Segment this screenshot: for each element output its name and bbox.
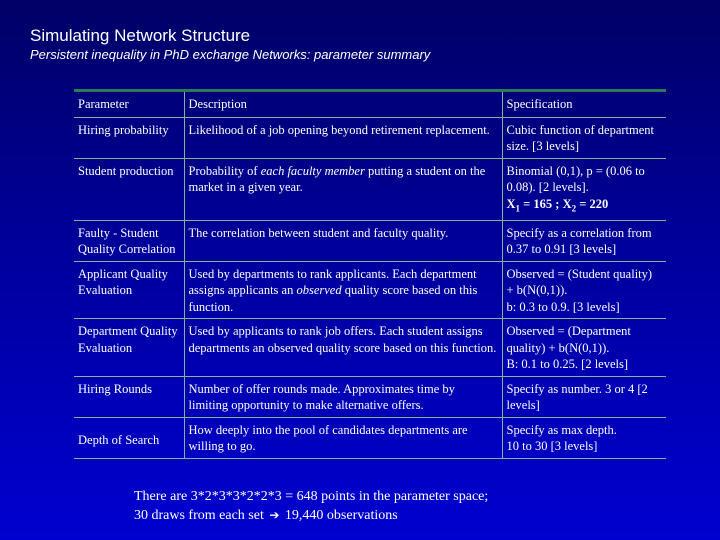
- desc-emphasis: observed: [296, 283, 342, 297]
- spec-cell: [502, 417, 666, 458]
- desc-cell: [184, 158, 502, 220]
- header-parameter: Parameter: [74, 91, 184, 118]
- param-cell: Student production: [74, 158, 184, 220]
- spec-cell: Specify as a correlation from 0.37 to 0.91 [3 levels]: [502, 220, 666, 261]
- spec-text: Binomial (0,1), p = (0.06 to 0.08). [2 levels].: [506, 163, 645, 194]
- param-cell: Hiring Rounds: [74, 376, 184, 417]
- desc-text: quality score based on this function.: [188, 283, 478, 314]
- parameter-table: [74, 89, 666, 459]
- spec-text: B: 0.1 to 0.25. [2 levels]: [506, 357, 629, 371]
- table-row: [74, 220, 666, 261]
- param-cell: Faulty - Student Quality Correlation: [74, 220, 184, 261]
- spec-values: $X_1 = 165$ ; $X_2 = 220$: [506, 196, 609, 213]
- desc-emphasis: each faculty member: [260, 163, 365, 178]
- desc-cell: How deeply into the pool of candidates departments are willing to go.: [184, 417, 502, 458]
- spec-text: Specify as max depth.: [506, 422, 617, 437]
- spec-cell: [502, 261, 666, 319]
- table-header-row: [74, 91, 666, 118]
- footer-line-2: 30 draws from each set ➔ 19,440 observations: [134, 508, 398, 523]
- desc-cell: Number of offer rounds made. Approximates time by limiting opportunity to make alternative offers.: [184, 376, 502, 417]
- spec-cell: Cubic function of department size. [3 levels]: [502, 117, 666, 158]
- arrow-right-icon: ➔: [269, 508, 280, 522]
- table-row: [74, 376, 666, 417]
- footer-note: [134, 487, 488, 525]
- slide-subtitle: Persistent inequality in PhD exchange Networks: parameter summary: [30, 47, 431, 62]
- table-row: [74, 158, 666, 220]
- desc-cell: Used by applicants to rank job offers. Each student assigns departments an observed quality score based on this function.: [184, 319, 502, 377]
- spec-cell: Specify as number. 3 or 4 [2 levels]: [502, 376, 666, 417]
- desc-text: putting a student on the market in a given year.: [188, 163, 486, 194]
- header-description: Description: [184, 91, 502, 118]
- desc-cell: The correlation between student and faculty quality.: [184, 220, 502, 261]
- param-cell: Hiring probability: [74, 117, 184, 158]
- footer-line-1: There are 3*2*3*3*2*2*3 = 648 points in the parameter space;: [134, 489, 489, 504]
- desc-text: Probability of: [188, 163, 261, 178]
- table-row: [74, 417, 666, 458]
- spec-text: Observed = (Student quality) + b(N(0,1)).: [506, 266, 653, 297]
- spec-text: 10 to 30 [3 levels]: [506, 439, 598, 453]
- spec-text: Observed = (Department quality) + b(N(0,1)).: [506, 324, 631, 355]
- param-cell: Depth of Search: [74, 417, 184, 458]
- param-cell: Department Quality Evaluation: [74, 319, 184, 377]
- spec-cell: [502, 319, 666, 377]
- desc-text: Used by departments to rank applicants. Each department assigns applicants an: [188, 266, 477, 297]
- table-row: [74, 319, 666, 377]
- table-row: [74, 261, 666, 319]
- spec-text: b: 0.3 to 0.9. [3 levels]: [506, 299, 620, 314]
- spec-cell: [502, 158, 666, 220]
- param-cell: Applicant Quality Evaluation: [74, 261, 184, 319]
- desc-cell: Likelihood of a job opening beyond retirement replacement.: [184, 117, 502, 158]
- header-specification: Specification: [502, 91, 666, 118]
- slide-title: Simulating Network Structure: [30, 26, 251, 45]
- desc-cell: [184, 261, 502, 319]
- table-row: [74, 117, 666, 158]
